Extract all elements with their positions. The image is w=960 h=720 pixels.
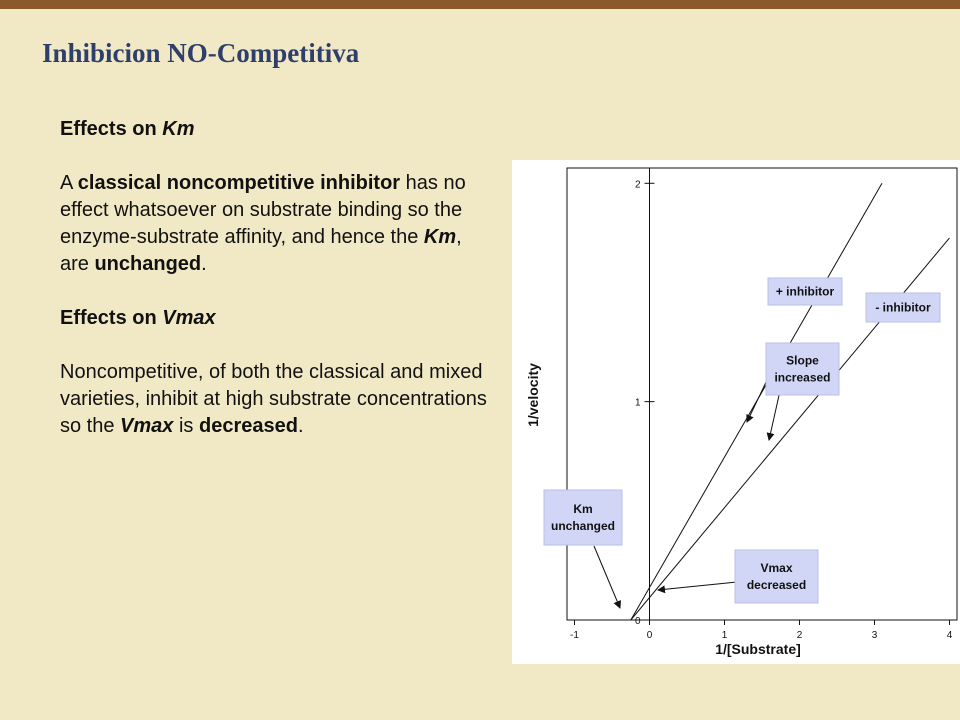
km-text-2: classical noncompetitive inhibitor (77, 172, 401, 194)
km-text-1: A (60, 172, 78, 194)
km-paragraph (60, 170, 490, 278)
callout-slope-increased-text-0: Slope (786, 353, 819, 368)
vmax-text-2: Vmax (120, 415, 174, 437)
callout-vmax-decreased-text-0: Vmax (760, 561, 793, 575)
callout-km-unchanged-box (544, 490, 622, 545)
callout-minus-inhibitor-text-0: - inhibitor (875, 300, 931, 315)
vmax-heading-em: Vmax (162, 307, 216, 329)
arrow-slope-plus (747, 378, 768, 422)
vmax-heading (60, 305, 490, 332)
km-text-5: , are (60, 226, 462, 275)
arrow-km (594, 546, 620, 608)
callout-km-unchanged (544, 490, 622, 545)
km-text-6: unchanged (94, 253, 202, 275)
vmax-text-4: decreased (198, 415, 298, 437)
km-heading-em: Km (162, 118, 195, 140)
callout-slope-increased-box (766, 343, 839, 395)
lineweaver-burk-chart (512, 160, 960, 664)
x-tick-label-3: 2 (796, 630, 803, 641)
km-heading-text: Effects on (60, 118, 163, 140)
vmax-text-3: is (173, 415, 199, 437)
x-tick-label-0: -1 (570, 630, 579, 641)
callout-minus-inhibitor (866, 293, 940, 322)
y-axis-title: 1/velocity (525, 363, 541, 427)
slide-title: Inhibicion NO-Competitiva (42, 38, 360, 68)
arrow-vmax (658, 582, 737, 590)
vmax-text-5: . (297, 415, 304, 437)
km-text-4: Km (423, 226, 457, 248)
vmax-heading-text: Effects on (60, 307, 163, 329)
callout-plus-inhibitor (768, 278, 842, 305)
y-tick-label-0: 0 (634, 616, 641, 627)
vmax-text-1: Noncompetitive, of both the classical and mixed varieties, inhibit at high substrate concentrations so the (60, 361, 487, 437)
x-tick-label-1: 0 (646, 630, 653, 641)
callout-km-unchanged-text-1: unchanged (550, 519, 616, 533)
top-accent-bar (0, 0, 960, 9)
km-text-7: . (201, 253, 207, 275)
chart-svg (512, 160, 960, 664)
y-tick-label-2: 2 (634, 179, 641, 191)
x-tick-label-4: 3 (871, 630, 878, 641)
callout-vmax-decreased-box (735, 550, 818, 603)
km-heading (60, 116, 490, 143)
callout-km-unchanged-text-0: Km (573, 502, 593, 516)
callout-vmax-decreased (735, 550, 818, 603)
callout-vmax-decreased-text-1: decreased (746, 578, 807, 592)
callout-plus-inhibitor-text-0: + inhibitor (775, 284, 835, 299)
callout-slope-increased-text-1: increased (774, 370, 831, 385)
y-tick-label-1: 1 (634, 397, 641, 409)
x-axis-title: 1/[Substrate] (715, 641, 801, 657)
x-tick-label-5: 4 (946, 630, 953, 641)
callout-slope-increased (766, 343, 839, 395)
x-tick-label-2: 1 (721, 630, 728, 641)
km-text-3: has no effect whatsoever on substrate binding so the enzyme-substrate affinity, and hence the (60, 172, 466, 248)
slide-body (60, 116, 490, 467)
vmax-paragraph (60, 359, 490, 440)
